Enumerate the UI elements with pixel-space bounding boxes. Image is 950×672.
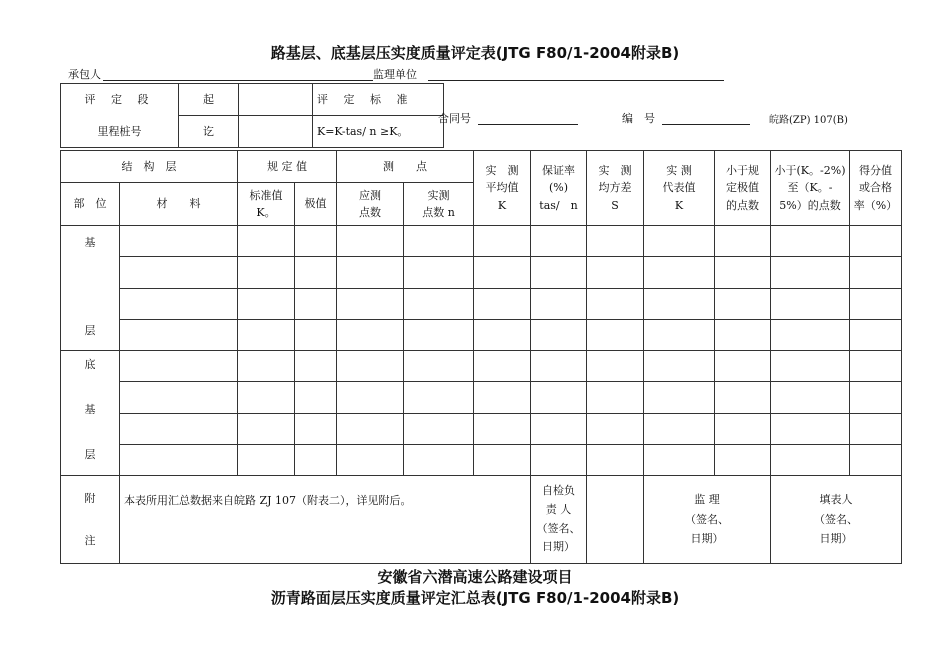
self-check-sign-field[interactable]: [587, 476, 644, 564]
contractor-field[interactable]: [103, 80, 373, 81]
self-check-signature: 自检负 责 人 （签名、 日期）: [531, 476, 587, 564]
should-count-header: 应测 点数: [337, 183, 404, 226]
subbase-char-3: 层: [84, 448, 96, 461]
supervisor-field[interactable]: [428, 80, 724, 81]
table-row: [61, 382, 902, 413]
rep-value-header: 实 测 代表值 K: [644, 151, 715, 226]
part-header: 部 位: [61, 183, 120, 226]
standard-label: 评 定 标 准: [313, 84, 444, 116]
structure-layer-header: 结 构 层: [61, 151, 238, 183]
subbase-layer-cell: [61, 351, 120, 476]
form-title: 路基层、底基层压实度质量评定表(JTG F80/1-2004附录B): [270, 44, 680, 62]
number-field[interactable]: [662, 124, 750, 125]
notes-row: [61, 476, 902, 564]
start-label: 起: [179, 84, 239, 116]
summary-form-title: 沥青路面层压实度质量评定汇总表(JTG F80/1-2004附录B): [270, 589, 680, 607]
notes-label-cell: [61, 476, 120, 564]
end-value[interactable]: [239, 116, 313, 148]
material-header: 材 料: [120, 183, 238, 226]
actual-count-header: 实测 点数 n: [404, 183, 474, 226]
supervisor-label: 监理单位: [373, 68, 417, 81]
table-row: [61, 351, 902, 382]
standard-formula: K=K-tas/ n ≥K。: [313, 116, 444, 148]
limit-value-header: 极值: [295, 183, 337, 226]
measure-points-header: 测 点: [337, 151, 474, 183]
below-range-header: 小于(K。-2%) 至（K。- 5%）的点数: [771, 151, 850, 226]
table-row: [61, 288, 902, 319]
table-row: [61, 319, 902, 350]
base-char-2: 层: [84, 324, 96, 337]
std-dev-header: 实 测 均方差 S: [587, 151, 644, 226]
table-row: [61, 413, 902, 444]
table-row: [61, 257, 902, 288]
subbase-char-2: 基: [84, 403, 96, 416]
mean-value-header: 实 测 平均值 K: [474, 151, 531, 226]
supervisor-signature: 监 理 （签名、 日期）: [644, 476, 771, 564]
guarantee-rate-header: 保证率 (%) tas/ n: [531, 151, 587, 226]
table-row: [61, 226, 902, 257]
below-limit-header: 小于规 定极值 的点数: [715, 151, 771, 226]
spec-value-header: 规 定 值: [238, 151, 337, 183]
contract-field[interactable]: [478, 124, 578, 125]
segment-table: [60, 83, 444, 148]
stake-label: 里程桩号: [61, 116, 179, 148]
end-label: 讫: [179, 116, 239, 148]
table-row: [61, 444, 902, 475]
note-char-2: 注: [84, 533, 96, 547]
std-value-header: 标准值 K。: [238, 183, 295, 226]
contractor-label: 承包人: [68, 68, 101, 81]
note-char-1: 附: [84, 491, 96, 505]
base-char-1: 基: [84, 236, 96, 249]
form-code: 皖路(ZP) 107(B): [769, 115, 848, 126]
contract-label: 合同号: [438, 112, 471, 125]
segment-label: 评 定 段: [61, 84, 179, 116]
compaction-table: [60, 150, 902, 564]
number-label: 编 号: [622, 112, 655, 125]
start-value[interactable]: [239, 84, 313, 116]
base-layer-cell: [61, 226, 120, 351]
project-title: 安徽省六潜高速公路建设项目: [377, 568, 573, 586]
filler-signature: 填表人 （签名、 日期）: [771, 476, 902, 564]
notes-text: 本表所用汇总数据来自皖路 ZJ 107（附表二），详见附后。: [120, 476, 531, 564]
subbase-char-1: 底: [84, 358, 96, 371]
score-header: 得分值 或合格 率（%）: [850, 151, 902, 226]
